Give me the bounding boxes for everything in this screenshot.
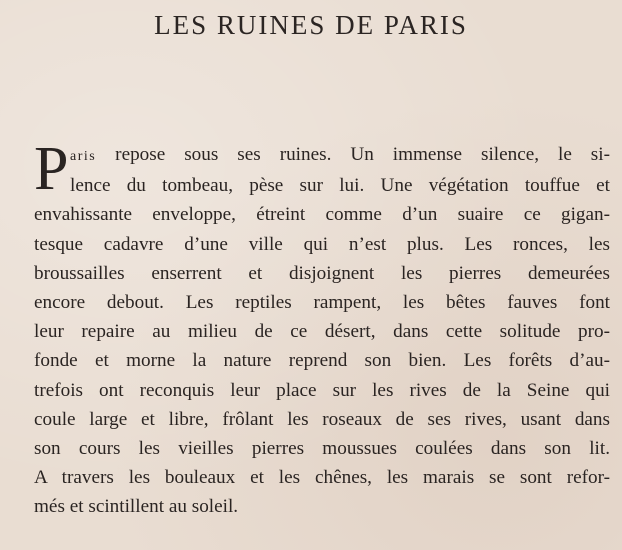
text-line-6: encore debout. Les reptiles rampent, les bêtes fauves font	[34, 292, 610, 314]
body-paragraph	[34, 135, 610, 522]
page-title: LES RUINES DE PARIS	[154, 10, 468, 40]
text-line-5: broussailles enserrent et disjoignent les pierres demeurées	[34, 262, 610, 284]
text-line-11: son cours les vieilles pierres moussues coulées dans son lit.	[34, 438, 610, 460]
text-line-12: A travers les bouleaux et les chênes, les marais se sont refor-	[34, 467, 610, 489]
text-line-4: tesque cadavre d’une ville qui n’est plus. Les ronces, les	[34, 233, 610, 255]
text-line-3: envahissante enveloppe, étreint comme d’un suaire ce gigan-	[34, 204, 610, 226]
text-line-9: trefois ont reconquis leur place sur les rives de la Seine qui	[34, 379, 610, 401]
text-line-10: coule large et libre, frôlant les roseaux de ses rives, usant dans	[34, 408, 610, 430]
text-line-13: més et scintillent au soleil.	[34, 496, 239, 518]
text-line-8: fonde et morne la nature reprend son bien. Les forêts d’au-	[34, 350, 610, 372]
text-line-1: aris repose sous ses ruines. Un immense silence, le si-	[70, 144, 610, 165]
first-word-smallcaps: aris	[70, 149, 97, 164]
text-line-7: leur repaire au milieu de ce désert, dans cette solitude pro-	[34, 321, 610, 343]
drop-cap: P	[34, 135, 69, 203]
text-line-2: lence du tombeau, pèse sur lui. Une végétation touffue et	[70, 175, 610, 197]
